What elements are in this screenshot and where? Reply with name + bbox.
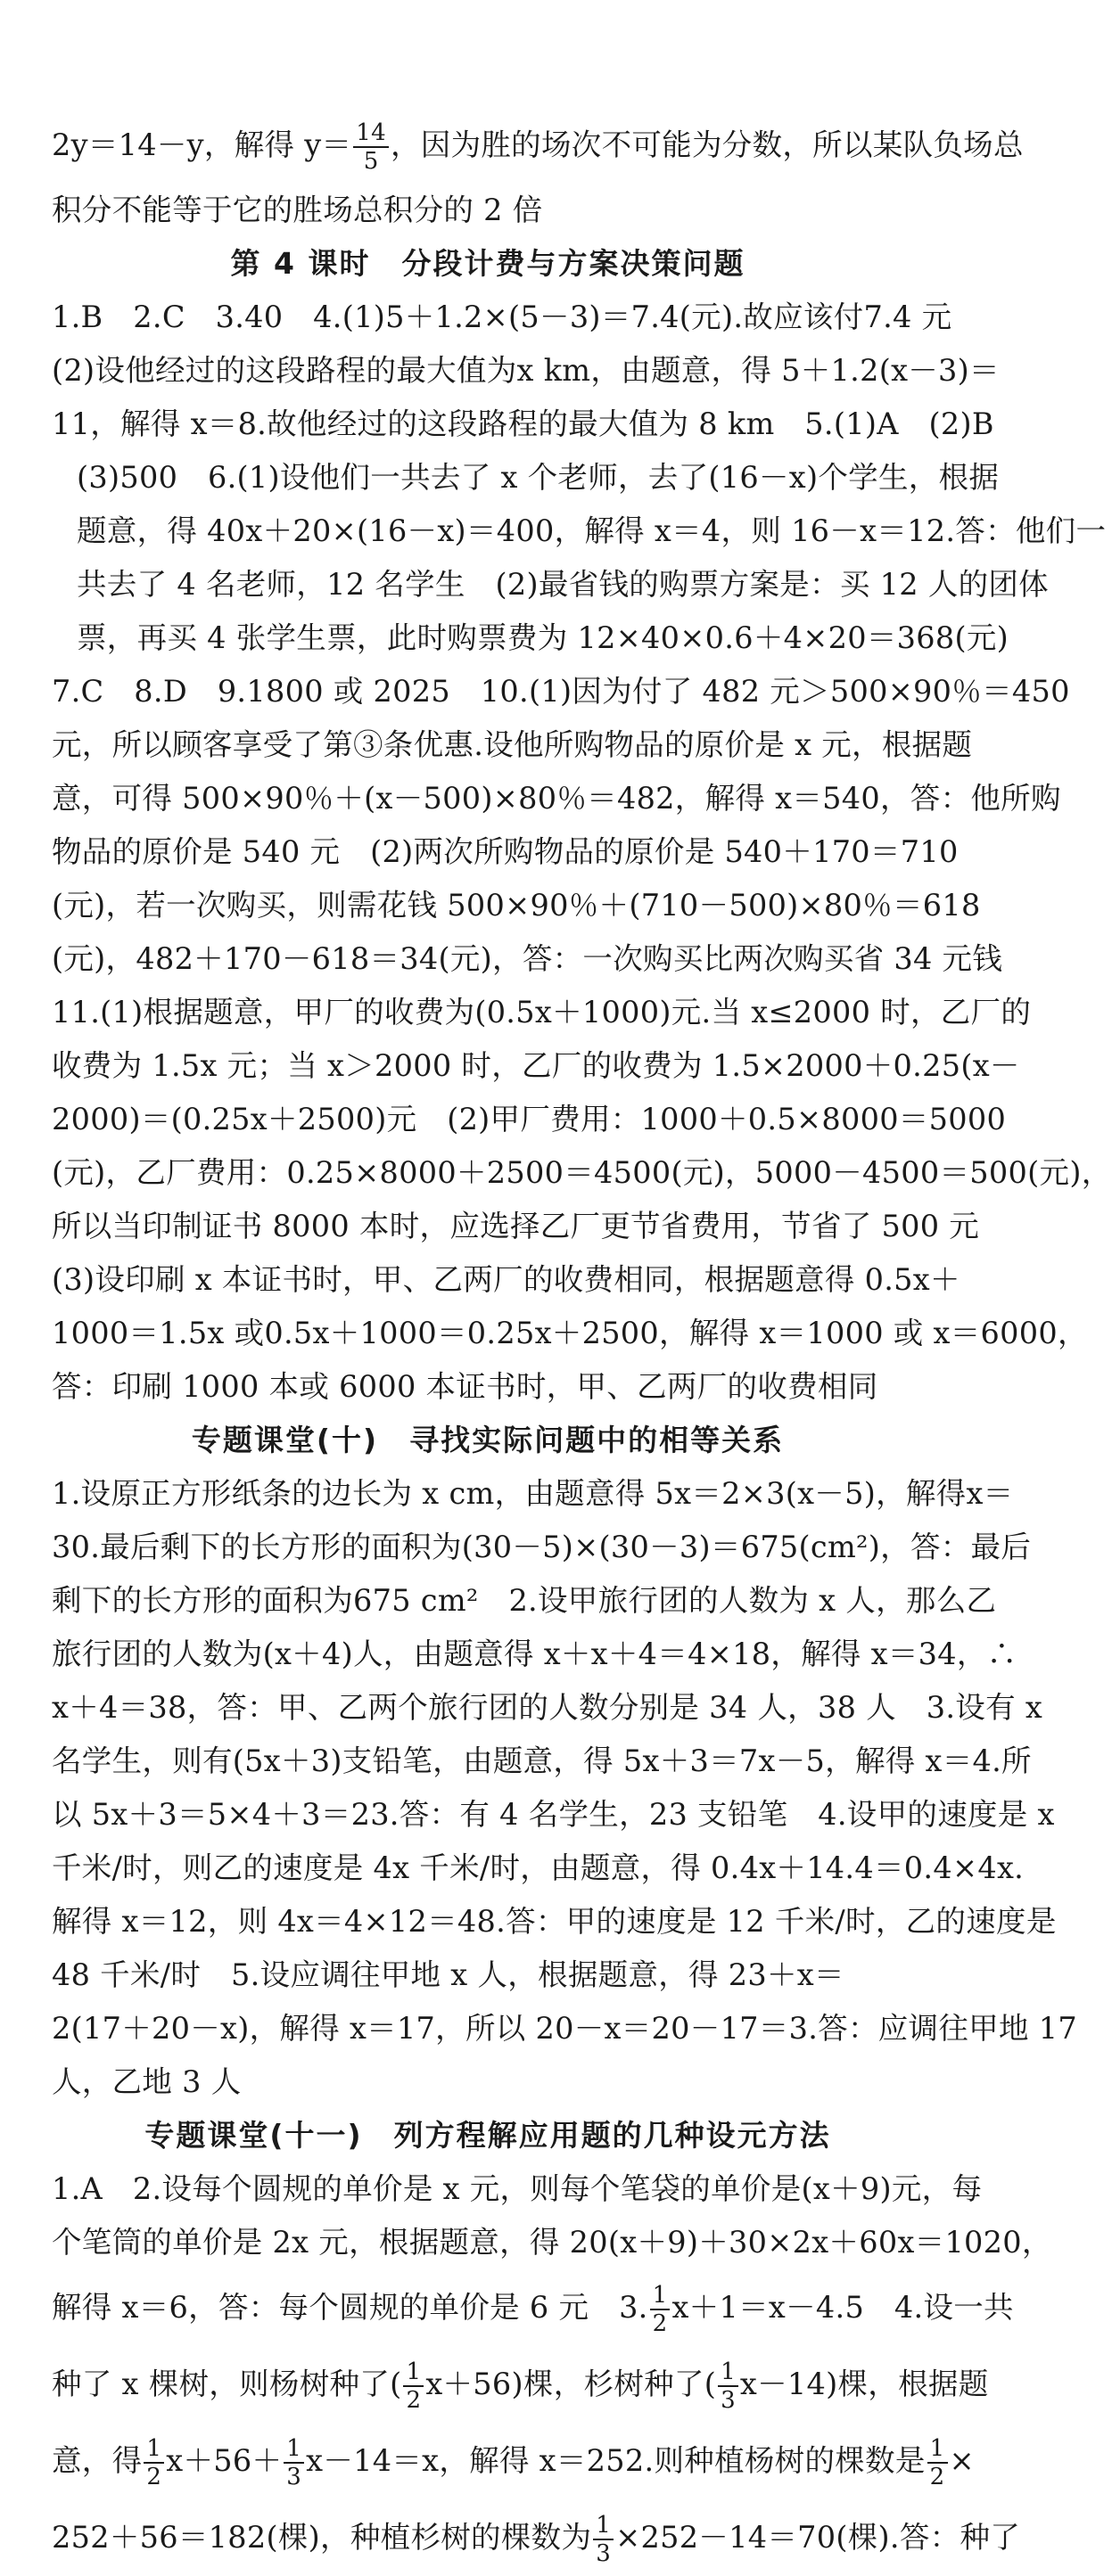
text-line: 个笔筒的单价是 2x 元，根据题意，得 20(x＋9)＋30×2x＋60x＝1020， (52, 2225, 1052, 2260)
line-text: 意，得 (52, 2443, 143, 2478)
text-line: 30.最后剩下的长方形的面积为(30－5)×(30－3)＝675(cm²)，答：最后 (52, 1530, 1032, 1564)
text-line (52, 2499, 1021, 2576)
text-line (52, 2346, 989, 2423)
text-line: 1000＝1.5x 或0.5x＋1000＝0.25x＋2500，解得 x＝1000 或 x＝6000， (52, 1316, 1088, 1350)
fraction-numerator: 1 (403, 2359, 424, 2387)
text-line: 共去了 4 名老师，12 名学生 (2)最省钱的购票方案是：买 12 人的团体 (77, 567, 1049, 602)
text-line: 2000)＝(0.25x＋2500)元 (2)甲厂费用：1000＋0.5×8000＝5000 (52, 1102, 1007, 1136)
fraction-numerator: 14 (353, 119, 389, 148)
line-text: x＋1＝x－4.5 4.设一共 (671, 2290, 1014, 2325)
text-line: 收费为 1.5x 元；当 x＞2000 时，乙厂的收费为 1.5×2000＋0.25(x－ (52, 1048, 1020, 1083)
text-line: 元，所以顾客享受了第③条优惠.设他所购物品的原价是 x 元，根据题 (52, 727, 973, 762)
section-title: 第 4 课时 分段计费与方案决策问题 (230, 246, 745, 281)
text-line (52, 2269, 1014, 2346)
fraction (927, 2435, 948, 2490)
fraction-numerator: 1 (593, 2512, 614, 2540)
fraction (144, 2435, 164, 2490)
text-line: 2(17＋20－x)，解得 x＝17，所以 20－x＝20－17＝3.答：应调往甲地 17 (52, 2011, 1077, 2046)
line-text: ×252－14＝70(棵).答：种了 (615, 2520, 1021, 2555)
section-title: 专题课堂(十一) 列方程解应用题的几种设元方法 (144, 2118, 831, 2153)
text-line: 7.C 8.D 9.1800 或 2025 10.(1)因为付了 482 元＞500×90％＝450 (52, 674, 1070, 709)
fraction (403, 2359, 424, 2414)
text-line (52, 107, 1024, 184)
text-line: (3)设印刷 x 本证书时，甲、乙两厂的收费相同，根据题意得 0.5x＋ (52, 1262, 960, 1297)
fraction (593, 2512, 614, 2567)
line-text: x－14)棵，根据题 (739, 2367, 989, 2401)
line-text: 2y＝14－y，解得 y＝ (52, 127, 352, 162)
line-text: x＋56)棵，杉树种了( (425, 2367, 717, 2401)
fraction (284, 2435, 304, 2490)
text-line: 名学生，则有(5x＋3)支铅笔，由题意，得 5x＋3＝7x－5，解得 x＝4.所 (52, 1743, 1032, 1778)
fraction-denominator: 2 (652, 2310, 668, 2337)
text-line: 人，乙地 3 人 (52, 2064, 242, 2099)
line-text: x＋56＋ (166, 2443, 283, 2478)
text-line: (元)，若一次购买，则需花钱 500×90％＋(710－500)×80％＝618 (52, 888, 981, 923)
text-line: 以 5x＋3＝5×4＋3＝23.答：有 4 名学生，23 支铅笔 4.设甲的速度是 x (52, 1797, 1055, 1832)
text-line: 票，再买 4 张学生票，此时购票费为 12×40×0.6＋4×20＝368(元) (77, 620, 1009, 655)
text-line: (元)，482＋170－618＝34(元)，答：一次购买比两次购买省 34 元钱 (52, 941, 1003, 976)
fraction (353, 119, 389, 175)
fraction-denominator: 5 (363, 148, 379, 175)
text-line: 所以当印制证书 8000 本时，应选择乙厂更节省费用，节省了 500 元 (52, 1209, 980, 1243)
text-line: 1.B 2.C 3.40 4.(1)5＋1.2×(5－3)＝7.4(元).故应该付7.4 元 (52, 299, 952, 334)
fraction-denominator: 3 (286, 2464, 302, 2490)
line-text: 解得 x＝6，答：每个圆规的单价是 6 元 3. (52, 2290, 648, 2325)
text-line: 1.A 2.设每个圆规的单价是 x 元，则每个笔袋的单价是(x＋9)元，每 (52, 2171, 983, 2206)
fraction-denominator: 2 (146, 2464, 162, 2490)
text-line: 解得 x＝12，则 4x＝4×12＝48.答：甲的速度是 12 千米/时，乙的速度是 (52, 1904, 1057, 1939)
section-title: 专题课堂(十) 寻找实际问题中的相等关系 (191, 1423, 785, 1457)
text-line: (元)，乙厂费用：0.25×8000＋2500＝4500(元)，5000－4500＝500(元)， (52, 1155, 1112, 1190)
text-line: 意，可得 500×90％＋(x－500)×80％＝482，解得 x＝540，答：他所购 (52, 781, 1061, 816)
text-line: 1.设原正方形纸条的边长为 x cm，由题意得 5x＝2×3(x－5)，解得x＝ (52, 1476, 1014, 1511)
text-line: 旅行团的人数为(x＋4)人，由题意得 x＋x＋4＝4×18，解得 x＝34，∴ (52, 1637, 1017, 1671)
text-line: 11，解得 x＝8.故他经过的这段路程的最大值为 8 km 5.(1)A (2)B (52, 406, 994, 441)
text-line: x＋4＝38，答：甲、乙两个旅行团的人数分别是 34 人，38 人 3.设有 x (52, 1690, 1043, 1725)
fraction (650, 2282, 671, 2337)
text-line: 48 千米/时 5.设应调往甲地 x 人，根据题意，得 23＋x＝ (52, 1957, 844, 1992)
fraction-numerator: 1 (144, 2435, 164, 2464)
line-text: x－14＝x，解得 x＝252.则种植杨树的棵数是 (306, 2443, 926, 2478)
text-line (52, 2423, 975, 2499)
line-text: 252＋56＝182(棵)，种植杉树的棵数为 (52, 2520, 592, 2555)
text-line: 答：印刷 1000 本或 6000 本证书时，甲、乙两厂的收费相同 (52, 1369, 878, 1404)
text-line: (3)500 6.(1)设他们一共去了 x 个老师，去了(16－x)个学生，根据 (77, 460, 1000, 495)
text-line: 物品的原价是 540 元 (2)两次所购物品的原价是 540＋170＝710 (52, 834, 959, 869)
fraction-denominator: 2 (929, 2464, 945, 2490)
fraction-numerator: 1 (927, 2435, 948, 2464)
text-line: 积分不能等于它的胜场总积分的 2 倍 (52, 193, 543, 227)
text-line: 千米/时，则乙的速度是 4x 千米/时，由题意，得 0.4x＋14.4＝0.4×4x. (52, 1850, 1025, 1885)
fraction-denominator: 3 (596, 2540, 612, 2567)
fraction (718, 2359, 738, 2414)
fraction-numerator: 1 (718, 2359, 738, 2387)
text-line: (2)设他经过的这段路程的最大值为x km，由题意，得 5＋1.2(x－3)＝ (52, 353, 1000, 388)
text-line: 题意，得 40x＋20×(16－x)＝400，解得 x＝4，则 16－x＝12.答：他们一 (77, 513, 1107, 548)
fraction-denominator: 2 (406, 2387, 422, 2414)
text-line: 剩下的长方形的面积为675 cm² 2.设甲旅行团的人数为 x 人，那么乙 (52, 1583, 997, 1618)
line-text: ，因为胜的场次不可能为分数，所以某队负场总 (390, 127, 1024, 162)
fraction-denominator: 3 (721, 2387, 736, 2414)
fraction-numerator: 1 (284, 2435, 304, 2464)
text-line: 11.(1)根据题意，甲厂的收费为(0.5x＋1000)元.当 x≤2000 时，乙厂的 (52, 995, 1032, 1030)
fraction-numerator: 1 (650, 2282, 671, 2310)
line-text: × (949, 2443, 975, 2478)
line-text: 种了 x 棵树，则杨树种了( (52, 2367, 402, 2401)
